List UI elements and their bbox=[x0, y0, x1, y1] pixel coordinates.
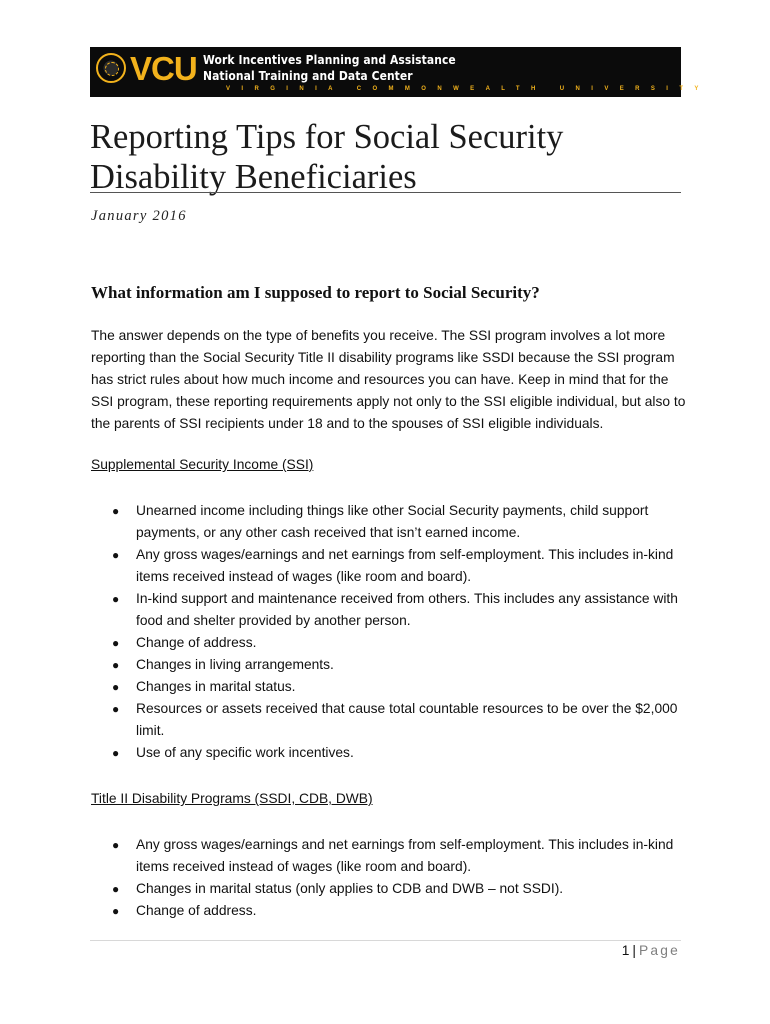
page-footer bbox=[622, 943, 680, 958]
ssi-list-item bbox=[91, 544, 687, 588]
bullet-icon: ● bbox=[112, 904, 120, 918]
title-ii-list-item-text: Changes in marital status (only applies to CDB and DWB – not SSDI). bbox=[136, 881, 564, 896]
ssi-list-item-text: Unearned income including things like other Social Security payments, child support payments, or any other cash received that isn’t earned income. bbox=[136, 503, 649, 540]
bullet-icon: ● bbox=[112, 592, 120, 606]
ssi-list-item bbox=[91, 698, 687, 742]
title-ii-list-item bbox=[91, 834, 687, 878]
bullet-icon: ● bbox=[112, 548, 120, 562]
ssi-list-item-text: Changes in marital status. bbox=[136, 679, 296, 694]
page-label: Page bbox=[638, 943, 680, 958]
ssi-list-item bbox=[91, 654, 687, 676]
title-ii-list-item bbox=[91, 900, 687, 922]
ssi-list-item-text: Change of address. bbox=[136, 635, 257, 650]
page-separator: | bbox=[632, 943, 636, 958]
title-ii-list-item bbox=[91, 878, 687, 900]
ssi-list-item bbox=[91, 676, 687, 698]
bullet-icon: ● bbox=[112, 702, 120, 716]
bullet-icon: ● bbox=[112, 658, 120, 672]
ssi-heading: Supplemental Security Income (SSI) bbox=[91, 457, 314, 472]
ssi-list-item bbox=[91, 588, 687, 632]
ssi-list-item bbox=[91, 500, 687, 544]
bullet-icon: ● bbox=[112, 882, 120, 896]
university-seal-icon bbox=[96, 53, 126, 83]
header-line-1: Work Incentives Planning and Assistance bbox=[203, 52, 456, 67]
bullet-icon: ● bbox=[112, 504, 120, 518]
title-divider bbox=[90, 192, 681, 193]
page-number: 1 bbox=[621, 943, 630, 958]
title-ii-list-item-text: Change of address. bbox=[136, 903, 257, 918]
ssi-list-item bbox=[91, 742, 687, 764]
title-ii-heading: Title II Disability Programs (SSDI, CDB, DWB) bbox=[91, 791, 373, 806]
ssi-list-item-text: Changes in living arrangements. bbox=[136, 657, 334, 672]
ssi-list-item bbox=[91, 632, 687, 654]
ssi-list bbox=[91, 500, 687, 764]
bullet-icon: ● bbox=[112, 746, 120, 760]
ssi-list-item-text: Any gross wages/earnings and net earnings from self-employment. This includes in-kind items received instead of wages (like room and board). bbox=[136, 547, 674, 584]
footer-divider bbox=[90, 940, 681, 941]
bullet-icon: ● bbox=[112, 838, 120, 852]
document-date: January 2016 bbox=[91, 208, 187, 224]
bullet-icon: ● bbox=[112, 636, 120, 650]
header-line-2: National Training and Data Center bbox=[203, 68, 413, 83]
title-ii-list-item-text: Any gross wages/earnings and net earnings from self-employment. This includes in-kind items received instead of wages (like room and board). bbox=[136, 837, 674, 874]
ssi-list-item-text: In-kind support and maintenance received from others. This includes any assistance with food and shelter provided by another person. bbox=[136, 591, 678, 628]
intro-paragraph: The answer depends on the type of benefits you receive. The SSI program involves a lot more reporting than the Social Security Title II disability programs like SSDI because the SSI program has strict rules about how much income and resources you can have. Keep in mind that for the SSI program, these reporting requirements apply not only to the SSI eligible individual, but also to the parents of SSI recipients under 18 and to the spouses of SSI eligible individuals. bbox=[91, 328, 686, 431]
header-banner bbox=[90, 47, 710, 97]
ssi-list-item-text: Resources or assets received that cause total countable resources to be over the $2,000 limit. bbox=[136, 701, 678, 738]
document-title: Reporting Tips for Social Security Disability Beneficiaries bbox=[90, 118, 564, 196]
vcu-logo: VCU bbox=[130, 50, 197, 87]
title-ii-list bbox=[91, 834, 687, 922]
bullet-icon: ● bbox=[112, 680, 120, 694]
header-subline: VIRGINIA COMMONWEALTH UNIVERSITY bbox=[226, 86, 710, 92]
section-heading: What information am I supposed to report to Social Security? bbox=[91, 283, 540, 302]
ssi-list-item-text: Use of any specific work incentives. bbox=[136, 745, 354, 760]
